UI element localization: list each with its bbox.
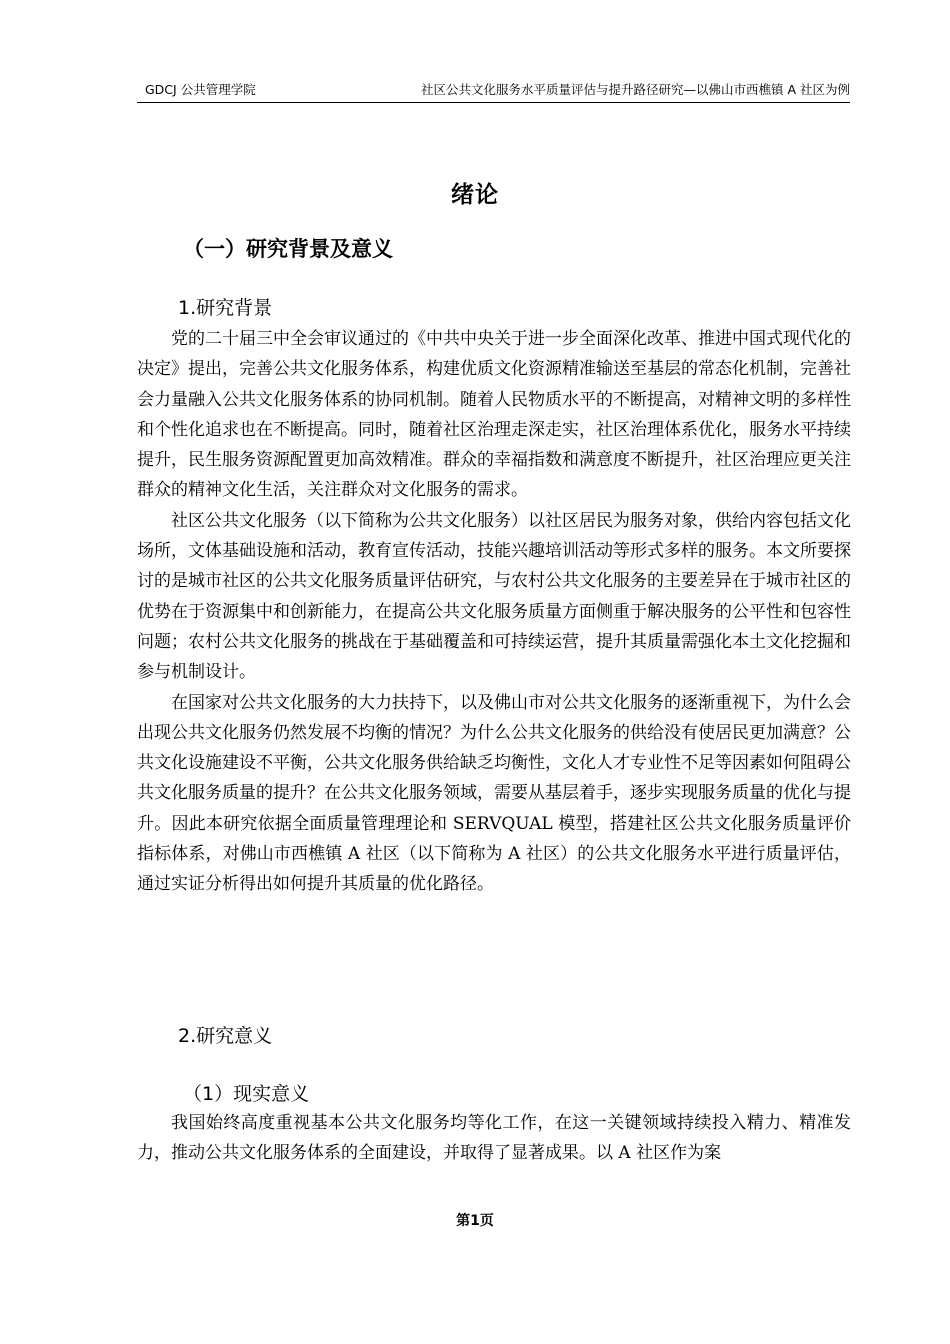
paragraph: 社区公共文化服务（以下简称为公共文化服务）以社区居民为服务对象，供给内容包括文化场所，文体基础设施和活动，教育宣传活动，技能兴趣培训活动等形式多样的服务。本文所要探讨的是城市社区的公共文化服务质量评估研究，与农村公共文化服务的主要差异在于城市社区的优势在于资源集中和创新能力，在提高公共文化服务质量方面侧重于解决服务的公平性和包容性问题；农村公共文化服务的挑战在于基础覆盖和可持续运营，提升其质量需强化本土文化挖掘和参与机制设计。 bbox=[137, 510, 851, 683]
background-body bbox=[137, 324, 851, 900]
subsection-heading-significance: 2.研究意义 bbox=[178, 1025, 273, 1047]
paragraph: 我国始终高度重视基本公共文化服务均等化工作，在这一关键领域持续投入精力、精准发力，推动公共文化服务体系的全面建设，并取得了显著成果。以 A 社区作为案 bbox=[137, 1113, 851, 1164]
paragraph: 党的二十届三中全会审议通过的《中共中央关于进一步全面深化改革、推进中国式现代化的决定》提出，完善公共文化服务体系，构建优质文化资源精准输送至基层的常态化机制，完善社会力量融入公共文化服务体系的协同机制。随着人民物质水平的不断提高，对精神文明的多样性和个性化追求也在不断提高。同时，随着社区治理走深走实，社区治理体系优化，服务水平持续提升，民生服务资源配置更加高效精准。群众的幸福指数和满意度不断提升，社区治理应更关注群众的精神文化生活，关注群众对文化服务的需求。 bbox=[137, 329, 851, 501]
header-paper-title: 社区公共文化服务水平质量评估与提升路径研究—以佛山市西樵镇 A 社区为例 bbox=[421, 82, 850, 97]
subsubsection-heading-practical: （1）现实意义 bbox=[183, 1083, 310, 1105]
chapter-title: 绪论 bbox=[451, 182, 499, 208]
page-header bbox=[137, 80, 850, 103]
header-institution: GDCJ 公共管理学院 bbox=[145, 82, 256, 97]
paragraph: 在国家对公共文化服务的大力扶持下，以及佛山市对公共文化服务的逐渐重视下，为什么会出现公共文化服务仍然发展不均衡的情况？为什么公共文化服务的供给没有使居民更加满意？公共文化设施建设不平衡，公共文化服务供给缺乏均衡性，文化人才专业性不足等因素如何阻碍公共文化服务质量的提升？在公共文化服务领域，需要从基层着手，逐步实现服务质量的优化与提升。因此本研究依据全面质量管理理论和 SERVQUAL 模型，搭建社区公共文化服务质量评价指标体系，对佛山市西樵镇 A 社区（以下简称为 A 社区）的公共文化服务水平进行质量评估，通过实证分析得出如何提升其质量的优化路径。 bbox=[137, 692, 851, 895]
page-number: 第1页 bbox=[456, 1213, 494, 1229]
section-heading: （一）研究背景及意义 bbox=[183, 237, 393, 261]
practical-body bbox=[137, 1108, 851, 1169]
subsection-heading-background: 1.研究背景 bbox=[178, 297, 273, 319]
